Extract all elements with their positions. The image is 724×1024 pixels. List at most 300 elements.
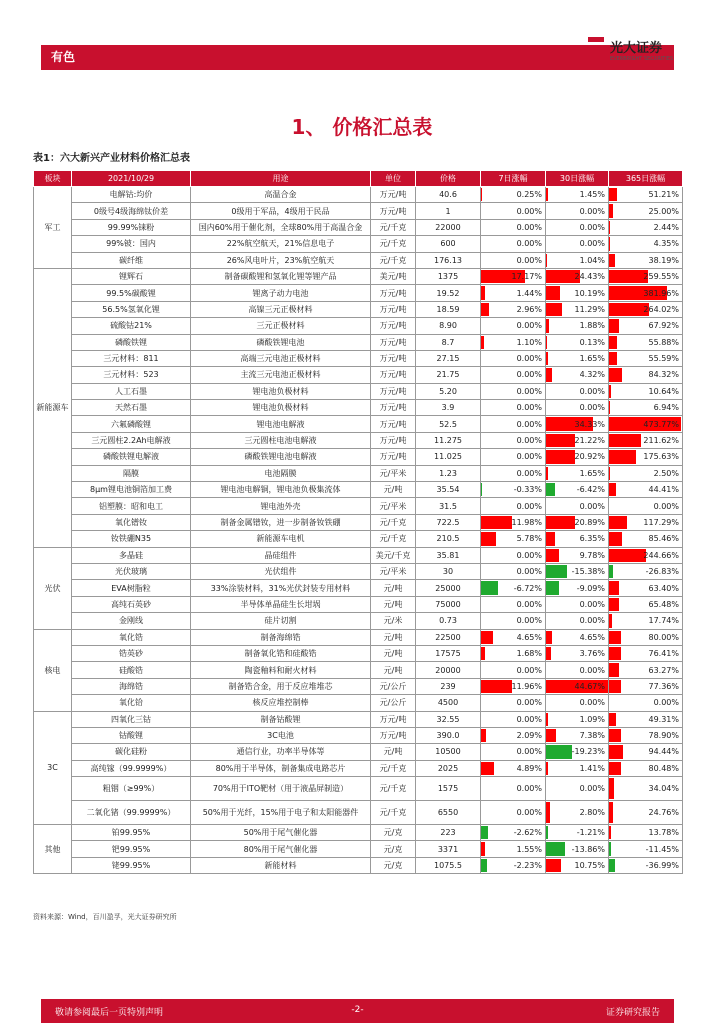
change-cell bbox=[481, 203, 546, 219]
change-cell bbox=[609, 432, 683, 448]
price-cell: 2025 bbox=[416, 760, 481, 776]
usage-cell: 制备金属镨钕，进一步制备钕铁硼 bbox=[191, 514, 371, 530]
change-cell bbox=[481, 236, 546, 252]
table-row bbox=[34, 629, 683, 645]
price-cell: 5.20 bbox=[416, 383, 481, 399]
material-cell: 六氟磷酸锂 bbox=[72, 416, 191, 432]
change-cell bbox=[481, 400, 546, 416]
change-value: 0.00% bbox=[516, 403, 542, 413]
unit-cell: 万元/吨 bbox=[371, 711, 416, 727]
table-row bbox=[34, 744, 683, 760]
change-value: 10.19% bbox=[574, 288, 605, 298]
table-row bbox=[34, 383, 683, 399]
change-cell bbox=[481, 350, 546, 366]
price-cell: 210.5 bbox=[416, 531, 481, 547]
table-row bbox=[34, 318, 683, 334]
unit-cell: 元/千克 bbox=[371, 514, 416, 530]
change-cell bbox=[481, 432, 546, 448]
change-cell bbox=[546, 514, 609, 530]
change-cell bbox=[546, 801, 609, 825]
price-cell: 390.0 bbox=[416, 727, 481, 743]
material-cell: 天然石墨 bbox=[72, 400, 191, 416]
table-row bbox=[34, 465, 683, 481]
category-cell: 核电 bbox=[34, 629, 72, 711]
table-row bbox=[34, 449, 683, 465]
change-value: 9.78% bbox=[579, 550, 605, 560]
usage-cell: 制备锆合金，用于反应堆堆芯 bbox=[191, 678, 371, 694]
change-value: 0.00% bbox=[516, 370, 542, 380]
change-cell bbox=[609, 334, 683, 350]
change-value: 11.29% bbox=[574, 304, 605, 314]
change-value: 0.00% bbox=[516, 550, 542, 560]
change-cell bbox=[609, 547, 683, 563]
change-cell bbox=[609, 711, 683, 727]
change-cell bbox=[609, 514, 683, 530]
price-cell: 176.13 bbox=[416, 252, 481, 268]
price-cell: 21.75 bbox=[416, 367, 481, 383]
change-value: 17.17% bbox=[511, 272, 542, 282]
change-cell bbox=[546, 531, 609, 547]
unit-cell: 万元/吨 bbox=[371, 432, 416, 448]
table-row bbox=[34, 219, 683, 235]
change-value: -11.45% bbox=[645, 844, 679, 854]
change-value: 211.62% bbox=[643, 436, 679, 446]
change-value: 117.29% bbox=[643, 518, 679, 527]
change-cell bbox=[546, 465, 609, 481]
change-value: 11.96% bbox=[511, 681, 542, 691]
change-value: 0.00% bbox=[653, 698, 679, 708]
material-cell: 磷酸铁锂 bbox=[72, 334, 191, 350]
usage-cell: 三元正极材料 bbox=[191, 318, 371, 334]
col-header: 板块 bbox=[34, 171, 72, 187]
change-cell bbox=[609, 645, 683, 661]
footer-disclaimer: 敬请参阅最后一页特别声明 bbox=[55, 1008, 164, 1018]
table-row bbox=[34, 252, 683, 268]
table-row bbox=[34, 334, 683, 350]
change-cell bbox=[481, 301, 546, 317]
table-row bbox=[34, 482, 683, 498]
change-cell bbox=[609, 367, 683, 383]
change-value: 4.32% bbox=[579, 370, 605, 380]
change-value: 4.65% bbox=[579, 632, 605, 642]
change-cell bbox=[546, 367, 609, 383]
usage-cell: 主流三元电池正极材料 bbox=[191, 367, 371, 383]
table-row bbox=[34, 727, 683, 743]
usage-cell: 硅片切割 bbox=[191, 613, 371, 629]
change-value: 3.76% bbox=[579, 649, 605, 659]
change-value: 2.09% bbox=[516, 731, 542, 741]
change-cell bbox=[609, 301, 683, 317]
change-value: 259.55% bbox=[643, 272, 679, 282]
material-cell: 人工石墨 bbox=[72, 383, 191, 399]
price-cell: 600 bbox=[416, 236, 481, 252]
change-value: 80.00% bbox=[648, 632, 679, 642]
change-value: 80.48% bbox=[648, 763, 679, 773]
change-cell bbox=[481, 498, 546, 514]
change-cell bbox=[609, 695, 683, 711]
usage-cell: 33%涂装材料，31%光伏封装专用材料 bbox=[191, 580, 371, 596]
change-value: 24.43% bbox=[574, 272, 605, 282]
material-cell: 海绵锆 bbox=[72, 678, 191, 694]
change-cell bbox=[609, 219, 683, 235]
table-row bbox=[34, 350, 683, 366]
price-cell: 3371 bbox=[416, 841, 481, 857]
usage-cell: 新能源车电机 bbox=[191, 531, 371, 547]
change-cell bbox=[481, 596, 546, 612]
price-cell: 18.59 bbox=[416, 301, 481, 317]
change-value: 0.00% bbox=[516, 599, 542, 609]
change-value: -6.42% bbox=[576, 485, 605, 495]
header-divider bbox=[41, 69, 674, 70]
usage-cell: 高端三元电池正极材料 bbox=[191, 350, 371, 366]
change-value: 0.00% bbox=[516, 239, 542, 249]
price-cell: 22000 bbox=[416, 219, 481, 235]
change-value: 264.02% bbox=[643, 304, 679, 314]
change-value: 2.50% bbox=[653, 468, 679, 478]
table-row bbox=[34, 711, 683, 727]
change-cell bbox=[609, 777, 683, 801]
change-cell bbox=[546, 383, 609, 399]
unit-cell: 元/吨 bbox=[371, 629, 416, 645]
change-cell bbox=[546, 841, 609, 857]
material-cell: 铑99.95% bbox=[72, 857, 191, 873]
price-cell: 4500 bbox=[416, 695, 481, 711]
table-row bbox=[34, 825, 683, 841]
usage-cell: 国内60%用于催化剂，全球80%用于高温合金 bbox=[191, 219, 371, 235]
change-value: 0.00% bbox=[516, 747, 542, 757]
material-cell: 光伏玻璃 bbox=[72, 563, 191, 579]
change-value: -0.33% bbox=[513, 485, 542, 495]
unit-cell: 元/克 bbox=[371, 841, 416, 857]
change-cell bbox=[481, 367, 546, 383]
change-value: 0.00% bbox=[653, 501, 679, 511]
change-value: 51.21% bbox=[648, 190, 679, 200]
change-value: 1.44% bbox=[516, 288, 542, 298]
change-cell bbox=[481, 514, 546, 530]
category-cell: 军工 bbox=[34, 187, 72, 269]
change-cell bbox=[546, 318, 609, 334]
change-value: 1.68% bbox=[516, 649, 542, 659]
change-value: 55.88% bbox=[648, 337, 679, 347]
change-value: 381.96% bbox=[643, 288, 679, 298]
change-value: 1.45% bbox=[579, 190, 605, 200]
material-cell: 氧化锆 bbox=[72, 629, 191, 645]
unit-cell: 元/平米 bbox=[371, 465, 416, 481]
change-cell bbox=[546, 662, 609, 678]
change-cell bbox=[546, 187, 609, 203]
price-cell: 11.275 bbox=[416, 432, 481, 448]
usage-cell: 锂电池外壳 bbox=[191, 498, 371, 514]
change-cell bbox=[609, 629, 683, 645]
change-cell bbox=[609, 857, 683, 873]
change-cell bbox=[481, 629, 546, 645]
usage-cell: 50%用于尾气催化器 bbox=[191, 825, 371, 841]
change-value: -2.62% bbox=[513, 828, 542, 838]
change-cell bbox=[546, 400, 609, 416]
change-cell bbox=[546, 482, 609, 498]
change-cell bbox=[609, 563, 683, 579]
material-cell: 锂辉石 bbox=[72, 268, 191, 284]
table-row bbox=[34, 662, 683, 678]
unit-cell: 元/吨 bbox=[371, 744, 416, 760]
change-cell bbox=[481, 285, 546, 301]
change-value: 13.78% bbox=[648, 828, 679, 838]
change-value: 2.80% bbox=[579, 808, 605, 818]
section-label: 有色 bbox=[51, 50, 76, 64]
usage-cell: 磷酸铁锂电池电解液 bbox=[191, 449, 371, 465]
change-value: 11.98% bbox=[511, 518, 542, 527]
change-value: 0.00% bbox=[516, 501, 542, 511]
price-cell: 10500 bbox=[416, 744, 481, 760]
change-value: 34.33% bbox=[574, 419, 605, 429]
change-value: 1.41% bbox=[579, 763, 605, 773]
change-cell bbox=[546, 711, 609, 727]
change-cell bbox=[609, 187, 683, 203]
change-cell bbox=[481, 825, 546, 841]
change-value: 10.75% bbox=[574, 861, 605, 871]
change-cell bbox=[481, 580, 546, 596]
usage-cell: 制备氧化锆和硅酸锆 bbox=[191, 645, 371, 661]
change-cell bbox=[546, 580, 609, 596]
unit-cell: 万元/吨 bbox=[371, 383, 416, 399]
table-row bbox=[34, 187, 683, 203]
change-value: 25.00% bbox=[648, 206, 679, 216]
change-value: 0.00% bbox=[579, 222, 605, 232]
table-row bbox=[34, 777, 683, 801]
change-cell bbox=[609, 416, 683, 432]
table-row bbox=[34, 531, 683, 547]
change-value: 0.00% bbox=[516, 206, 542, 216]
unit-cell: 万元/吨 bbox=[371, 285, 416, 301]
change-value: 175.63% bbox=[643, 452, 679, 462]
change-cell bbox=[546, 236, 609, 252]
table-row bbox=[34, 301, 683, 317]
table-row bbox=[34, 432, 683, 448]
unit-cell: 万元/吨 bbox=[371, 334, 416, 350]
usage-cell: 晶硅组件 bbox=[191, 547, 371, 563]
price-cell: 17575 bbox=[416, 645, 481, 661]
change-cell bbox=[546, 825, 609, 841]
change-value: 49.31% bbox=[648, 714, 679, 724]
unit-cell: 元/公斤 bbox=[371, 695, 416, 711]
material-cell: 碳纤维 bbox=[72, 252, 191, 268]
change-value: 6.35% bbox=[579, 534, 605, 544]
col-header: 价格 bbox=[416, 171, 481, 187]
unit-cell: 万元/吨 bbox=[371, 203, 416, 219]
change-cell bbox=[481, 801, 546, 825]
price-cell: 32.55 bbox=[416, 711, 481, 727]
unit-cell: 元/千克 bbox=[371, 252, 416, 268]
change-value: 4.65% bbox=[516, 632, 542, 642]
change-value: -19.23% bbox=[571, 747, 605, 757]
change-value: 20.92% bbox=[574, 452, 605, 462]
change-cell bbox=[609, 203, 683, 219]
price-cell: 27.15 bbox=[416, 350, 481, 366]
change-cell bbox=[546, 563, 609, 579]
material-cell: 铝塑膜：昭和电工 bbox=[72, 498, 191, 514]
change-value: 0.00% bbox=[516, 436, 542, 446]
table-row bbox=[34, 678, 683, 694]
footer-label: 证券研究报告 bbox=[605, 1008, 660, 1018]
unit-cell: 元/千克 bbox=[371, 219, 416, 235]
change-cell bbox=[609, 662, 683, 678]
table-row bbox=[34, 498, 683, 514]
price-cell: 20000 bbox=[416, 662, 481, 678]
change-cell bbox=[546, 857, 609, 873]
change-value: 0.00% bbox=[579, 403, 605, 413]
change-value: 0.00% bbox=[579, 616, 605, 626]
material-cell: 钯99.95% bbox=[72, 841, 191, 857]
change-value: 244.66% bbox=[643, 550, 679, 560]
change-cell bbox=[481, 678, 546, 694]
change-cell bbox=[481, 645, 546, 661]
material-cell: 锆英砂 bbox=[72, 645, 191, 661]
change-value: 78.90% bbox=[648, 731, 679, 741]
change-cell bbox=[546, 777, 609, 801]
change-cell bbox=[609, 531, 683, 547]
change-cell bbox=[546, 629, 609, 645]
category-cell: 光伏 bbox=[34, 547, 72, 629]
change-value: 6.94% bbox=[653, 403, 679, 413]
change-cell bbox=[481, 252, 546, 268]
price-cell: 75000 bbox=[416, 596, 481, 612]
usage-cell: 0级用于军品，4级用于民品 bbox=[191, 203, 371, 219]
change-cell bbox=[609, 744, 683, 760]
usage-cell: 通信行业，功率半导体等 bbox=[191, 744, 371, 760]
material-cell: 三元材料：811 bbox=[72, 350, 191, 366]
material-cell: 三元圆柱2.2Ah电解液 bbox=[72, 432, 191, 448]
change-value: 63.27% bbox=[648, 665, 679, 675]
unit-cell: 元/公斤 bbox=[371, 678, 416, 694]
change-value: 85.46% bbox=[648, 534, 679, 544]
change-cell bbox=[481, 416, 546, 432]
change-cell bbox=[609, 580, 683, 596]
usage-cell: 核反应堆控制棒 bbox=[191, 695, 371, 711]
change-cell bbox=[546, 695, 609, 711]
table-row bbox=[34, 645, 683, 661]
material-cell: 钴酸锂 bbox=[72, 727, 191, 743]
change-cell bbox=[546, 334, 609, 350]
table-row bbox=[34, 203, 683, 219]
unit-cell: 元/吨 bbox=[371, 645, 416, 661]
table-row bbox=[34, 268, 683, 284]
unit-cell: 元/米 bbox=[371, 613, 416, 629]
usage-cell: 光伏组件 bbox=[191, 563, 371, 579]
price-cell: 0.73 bbox=[416, 613, 481, 629]
material-cell: 8μm锂电池铜箔加工费 bbox=[72, 482, 191, 498]
change-cell bbox=[546, 449, 609, 465]
change-cell bbox=[609, 727, 683, 743]
material-cell: 99%铍：国内 bbox=[72, 236, 191, 252]
change-value: 0.00% bbox=[516, 255, 542, 265]
footer-bar bbox=[41, 999, 674, 1023]
change-cell bbox=[481, 482, 546, 498]
unit-cell: 万元/吨 bbox=[371, 727, 416, 743]
change-cell bbox=[546, 645, 609, 661]
change-value: 1.09% bbox=[579, 714, 605, 724]
header-bar bbox=[41, 45, 674, 69]
material-cell: 56.5%氢氧化锂 bbox=[72, 301, 191, 317]
material-cell: 电解钴:均价 bbox=[72, 187, 191, 203]
change-cell bbox=[546, 547, 609, 563]
unit-cell: 元/千克 bbox=[371, 777, 416, 801]
unit-cell: 元/千克 bbox=[371, 801, 416, 825]
change-value: 63.40% bbox=[648, 583, 679, 593]
change-value: 24.76% bbox=[648, 808, 679, 818]
change-cell bbox=[481, 727, 546, 743]
change-value: -9.09% bbox=[576, 583, 605, 593]
change-value: 0.13% bbox=[579, 337, 605, 347]
change-cell bbox=[546, 678, 609, 694]
price-cell: 1 bbox=[416, 203, 481, 219]
change-value: 5.78% bbox=[516, 534, 542, 544]
change-cell bbox=[546, 613, 609, 629]
material-cell: 99.99%铼粉 bbox=[72, 219, 191, 235]
change-cell bbox=[481, 695, 546, 711]
logo-mark-icon bbox=[588, 37, 604, 61]
usage-cell: 新能材料 bbox=[191, 857, 371, 873]
material-cell: 铂99.95% bbox=[72, 825, 191, 841]
table-caption: 表1：六大新兴产业材料价格汇总表 bbox=[33, 153, 190, 164]
change-value: 0.00% bbox=[516, 714, 542, 724]
change-cell bbox=[609, 252, 683, 268]
change-value: 0.00% bbox=[516, 222, 542, 232]
change-value: 0.00% bbox=[516, 784, 542, 794]
table-row bbox=[34, 400, 683, 416]
change-cell bbox=[609, 825, 683, 841]
change-value: -6.72% bbox=[513, 583, 542, 593]
unit-cell: 万元/吨 bbox=[371, 301, 416, 317]
usage-cell: 50%用于光纤，15%用于电子和太阳能器件 bbox=[191, 801, 371, 825]
material-cell: 氧化镨钕 bbox=[72, 514, 191, 530]
change-cell bbox=[609, 841, 683, 857]
change-value: 21.22% bbox=[574, 436, 605, 446]
change-value: 0.00% bbox=[579, 501, 605, 511]
price-cell: 52.5 bbox=[416, 416, 481, 432]
change-value: 0.00% bbox=[516, 419, 542, 429]
price-cell: 8.90 bbox=[416, 318, 481, 334]
usage-cell: 22%航空航天，21%信息电子 bbox=[191, 236, 371, 252]
change-cell bbox=[481, 449, 546, 465]
table-row bbox=[34, 416, 683, 432]
table-row bbox=[34, 547, 683, 563]
table-row bbox=[34, 367, 683, 383]
change-value: 67.92% bbox=[648, 321, 679, 331]
usage-cell: 80%用于尾气催化器 bbox=[191, 841, 371, 857]
change-value: 65.48% bbox=[648, 599, 679, 609]
price-cell: 6550 bbox=[416, 801, 481, 825]
logo-subtext: EVERBRIGHT SECURITIES bbox=[610, 56, 674, 62]
table-row bbox=[34, 760, 683, 776]
unit-cell: 元/千克 bbox=[371, 236, 416, 252]
price-cell: 223 bbox=[416, 825, 481, 841]
table-row bbox=[34, 285, 683, 301]
unit-cell: 元/克 bbox=[371, 825, 416, 841]
change-value: 0.00% bbox=[516, 321, 542, 331]
change-value: 2.44% bbox=[653, 222, 679, 232]
change-value: 473.77% bbox=[643, 419, 679, 429]
change-value: 44.67% bbox=[574, 681, 605, 691]
change-value: 1.65% bbox=[579, 354, 605, 364]
change-cell bbox=[481, 841, 546, 857]
change-value: 0.00% bbox=[579, 784, 605, 794]
price-cell: 1375 bbox=[416, 268, 481, 284]
usage-cell: 制备碳酸锂和氢氧化锂等锂产品 bbox=[191, 268, 371, 284]
price-cell: 1.23 bbox=[416, 465, 481, 481]
col-header: 用途 bbox=[191, 171, 371, 187]
change-value: -13.86% bbox=[571, 844, 605, 854]
unit-cell: 美元/吨 bbox=[371, 268, 416, 284]
